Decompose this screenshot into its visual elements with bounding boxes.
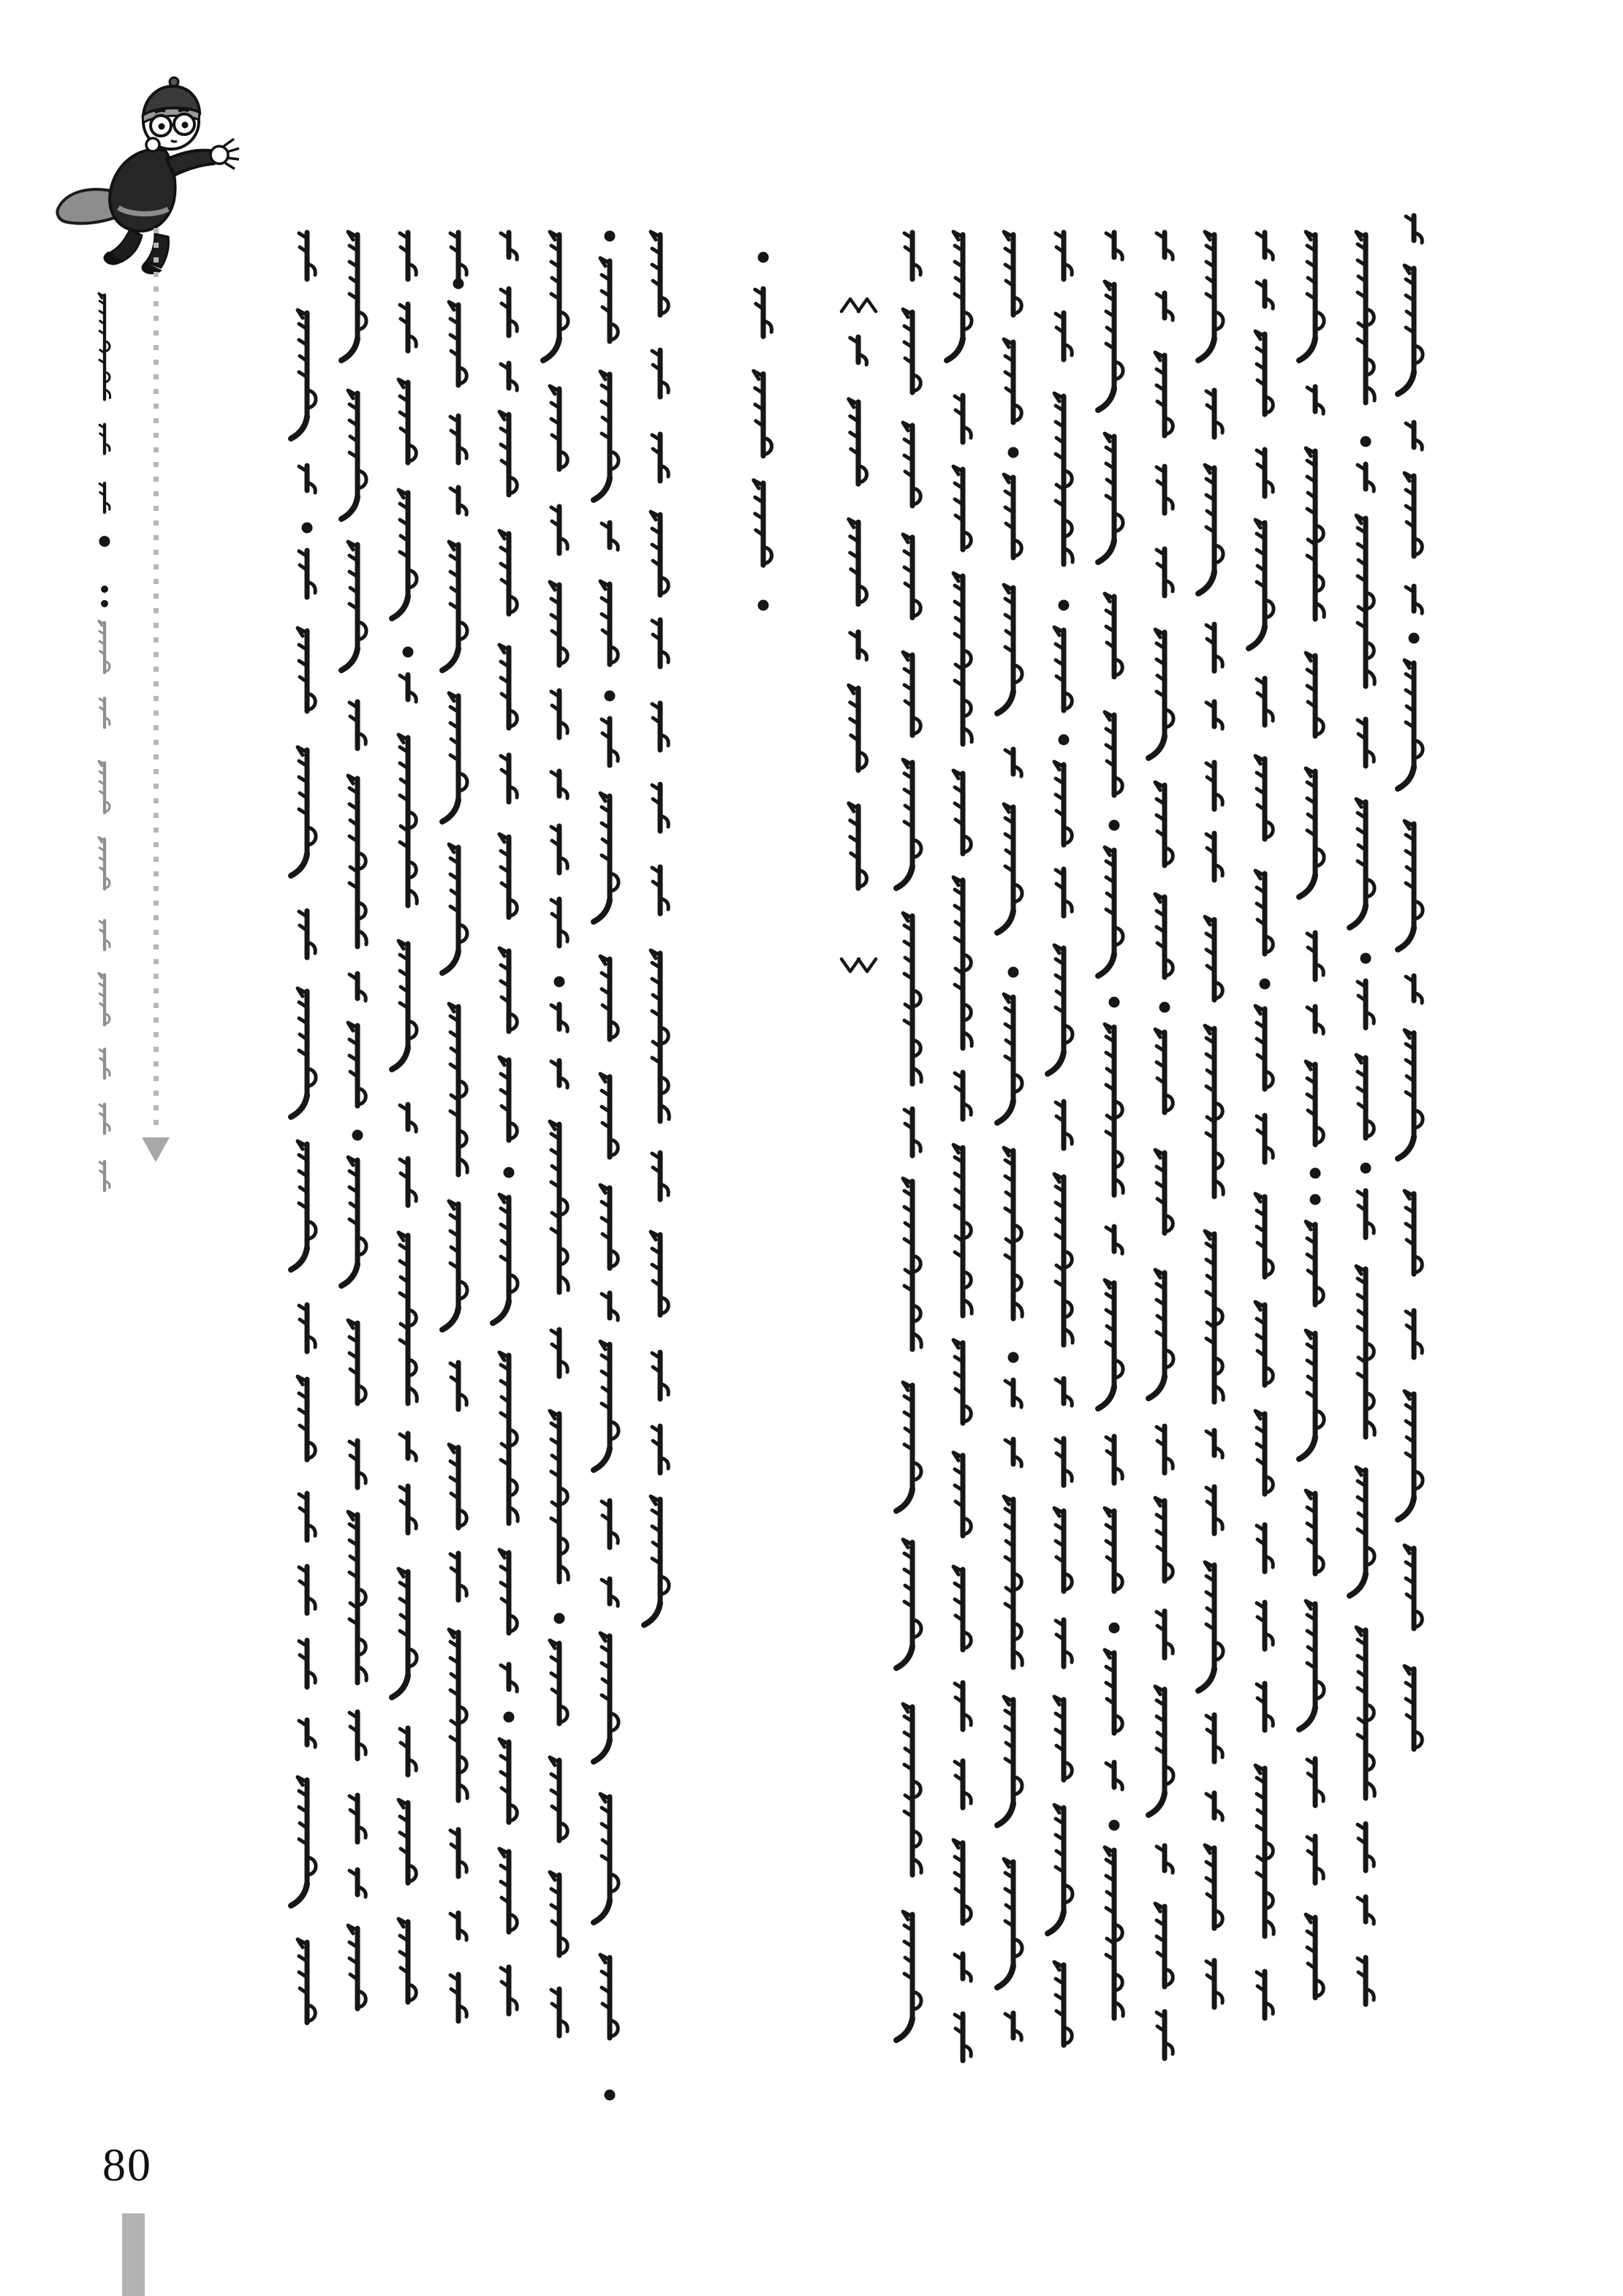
body-line [1098, 232, 1123, 2018]
body-line [1048, 232, 1072, 2045]
book-title [841, 299, 876, 971]
page-number: 80 [102, 2139, 152, 2191]
body-line [493, 232, 518, 2014]
sidebar-caption-colon [101, 586, 108, 607]
body-line [1398, 216, 1423, 1749]
body-line [896, 232, 921, 2040]
body-line [997, 232, 1022, 2040]
body-line [291, 232, 316, 2023]
body-line [1198, 232, 1223, 2007]
body-line [341, 232, 366, 2009]
body-line [1249, 232, 1274, 2018]
section-heading [754, 252, 772, 611]
sidebar-caption-bold [99, 293, 110, 547]
footer-bar [122, 2213, 145, 2296]
body-line [442, 232, 467, 2021]
body-line [594, 231, 618, 2101]
body-line [543, 232, 568, 2036]
body-line [1350, 232, 1374, 2004]
body-line [644, 232, 669, 1625]
body-line [1149, 232, 1173, 2058]
body-line [1299, 232, 1324, 1998]
sidebar-caption-light [99, 621, 110, 1191]
body-line [947, 232, 972, 2061]
body-line [392, 232, 417, 2002]
